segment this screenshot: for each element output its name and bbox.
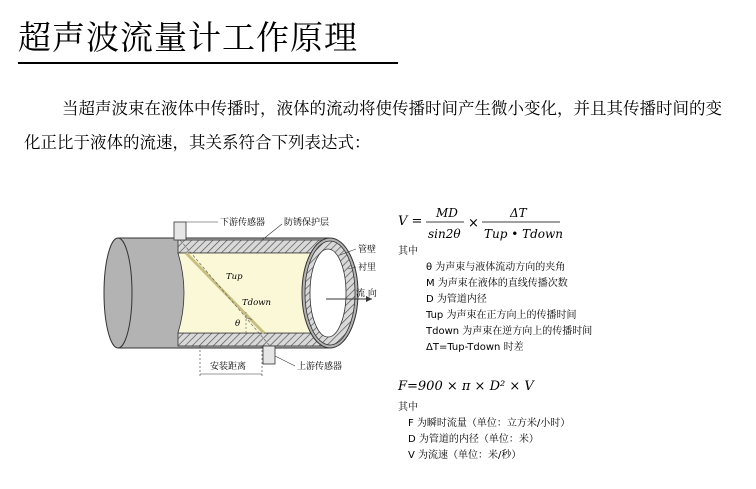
legend-1-item: M 为声束在液体的直线传播次数 [426, 278, 568, 289]
label-flow-dir: 流 向 [356, 289, 377, 299]
formula1-num-left: MD [436, 206, 458, 220]
legend-1 [398, 244, 592, 356]
legend-1-item: D 为管道内径 [426, 294, 487, 305]
label-downstream-sensor: 下游传感器 [220, 218, 266, 228]
formula1-num-right: ΔT [510, 206, 527, 220]
label-tup: Tup [226, 272, 243, 282]
label-theta: θ [235, 319, 241, 329]
legend-1-item: Tdown 为声束在逆方向上的传播时间 [426, 326, 593, 337]
legend-2-heading: 其中 [398, 402, 418, 413]
label-install-distance: 安装距离 [210, 362, 247, 372]
label-lining: 衬里 [358, 263, 377, 273]
legend-1-item: θ 为声束与液体流动方向的夹角 [426, 262, 566, 273]
upstream-sensor [263, 346, 275, 364]
legend-1-heading: 其中 [398, 246, 418, 257]
formula1-lhs: V = [398, 214, 423, 229]
formula1-den-right: Tup • Tdown [484, 227, 564, 241]
page-title: 超声波流量计工作原理 [18, 18, 358, 57]
legend-1-item: Tup 为声束在正方向上的传播时间 [426, 310, 577, 321]
formula2: F=900 × π × D² × V [398, 379, 534, 394]
intro-text: 当超声波束在液体中传播时，液体的流动将使传播时间产生微小变化，并且其传播时间的变化正比于液体的流速，其关系符合下列表达式： [24, 99, 722, 152]
top-wall [178, 240, 330, 253]
label-tdown: Tdown [242, 298, 271, 308]
legend-1-item: ΔT=Tup-Tdown 时差 [426, 342, 524, 353]
leader-upstream [275, 356, 295, 366]
label-anticorrosion: 防锈保护层 [284, 218, 330, 228]
downstream-sensor [174, 222, 186, 240]
bottom-wall [178, 333, 330, 346]
label-upstream-sensor: 上游传感器 [297, 362, 343, 372]
legend-2 [398, 400, 570, 464]
pipe-left-end [104, 238, 132, 348]
formula1-den-left: sin2θ [428, 227, 461, 241]
label-pipe-wall: 管壁 [358, 245, 377, 255]
pipe-right-inner [310, 249, 346, 337]
legend-2-item: F 为瞬时流量（单位：立方米/小时） [408, 418, 571, 429]
legend-2-item: D 为管道的内径（单位：米） [408, 434, 539, 445]
formula1-times: × [468, 216, 479, 231]
legend-2-item: V 为流速（单位：米/秒） [408, 450, 522, 461]
